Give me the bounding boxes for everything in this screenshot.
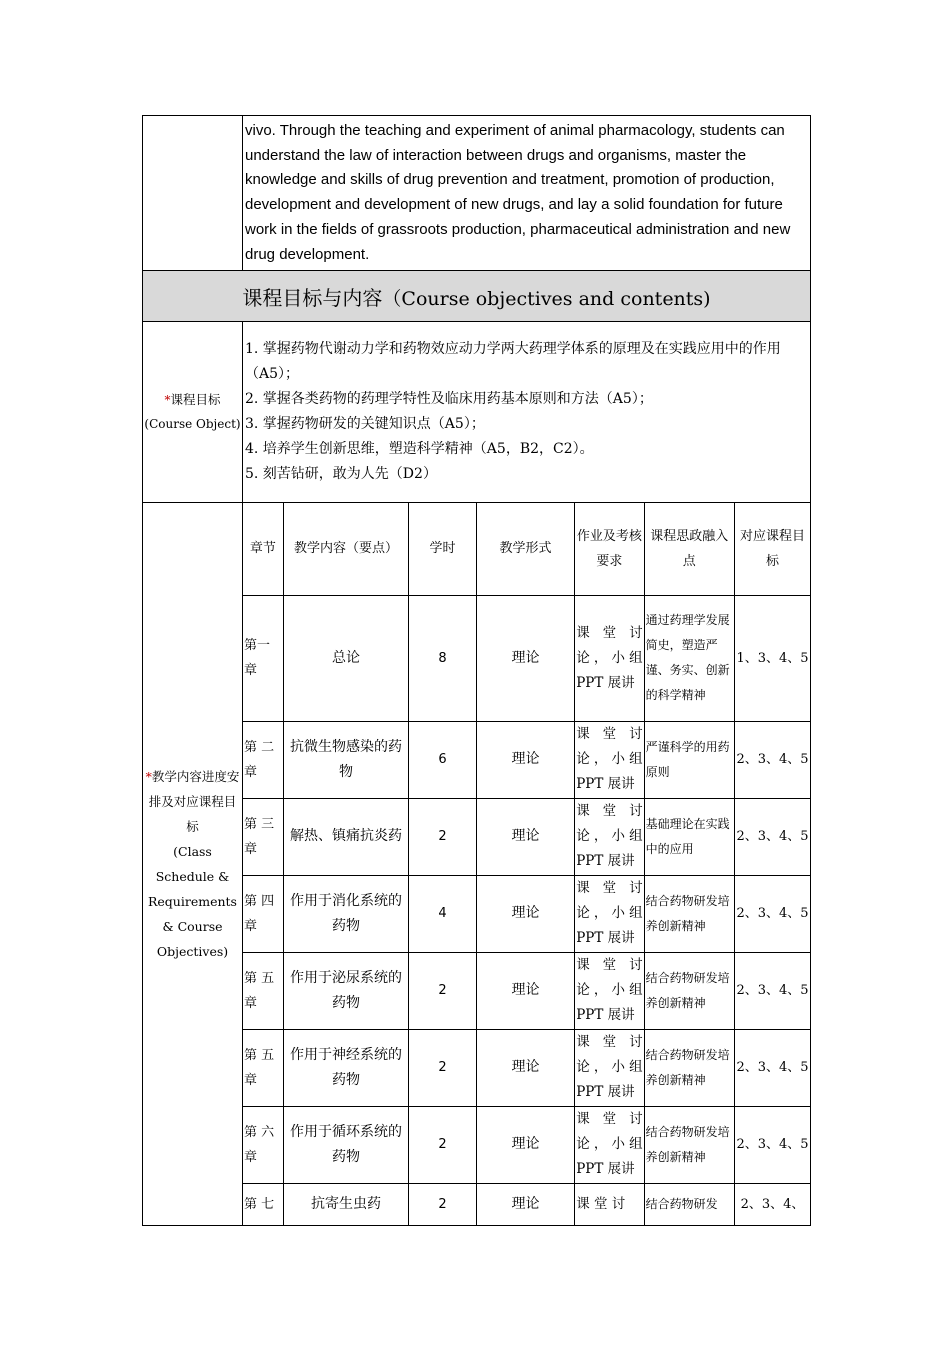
form-cell: 理论	[476, 798, 575, 875]
required-mark: *	[145, 769, 152, 785]
chapter-cell: 第 六章	[243, 1106, 283, 1183]
hours-cell: 2	[409, 798, 476, 875]
form-cell: 理论	[476, 1029, 575, 1106]
content-cell: 解热、镇痛抗炎药	[283, 798, 409, 875]
required-mark: *	[164, 393, 171, 408]
ideology-cell: 结合药物研发	[644, 1183, 734, 1225]
assignment-cell: 课堂讨论，小组PPT 展讲	[575, 875, 644, 952]
chapter-cell: 第 五章	[243, 1029, 283, 1106]
section-title-zh: 课程目标与内容	[242, 285, 383, 310]
schedule-header-row	[243, 503, 810, 595]
targets-cell: 2、3、4、5	[735, 1106, 810, 1183]
schedule-label	[143, 503, 243, 1226]
header-form: 教学形式	[476, 503, 575, 595]
objective-item: 4. 培养学生创新思维，塑造科学精神（A5，B2，C2）。	[245, 441, 594, 458]
form-cell: 理论	[476, 595, 575, 721]
course-intro-text: vivo. Through the teaching and experiment of animal pharmacology, students can understand the law of interaction between drugs and organisms, master the knowledge and skills of drug prevention and treatment, promotion of production, development and development of new drugs, and lay a solid foundation for future work in the fields of grassroots production, pharmaceutical administration and new drug development.	[243, 116, 811, 271]
content-cell: 作用于循环系统的药物	[283, 1106, 409, 1183]
targets-cell: 2、3、4、5	[735, 1029, 810, 1106]
ideology-cell: 通过药理学发展简史，塑造严谨、务实、创新的科学精神	[644, 595, 734, 721]
objectives-label-en: (Course Object)	[144, 417, 241, 432]
content-cell: 作用于泌尿系统的药物	[283, 952, 409, 1029]
assignment-cell: 课堂讨论，小组PPT 展讲	[575, 721, 644, 798]
table-row	[243, 595, 810, 721]
ideology-cell: 结合药物研发培养创新精神	[644, 952, 734, 1029]
targets-cell: 2、3、4、5	[735, 798, 810, 875]
chapter-cell: 第一章	[243, 595, 283, 721]
section-title-en: （Course objectives and contents)	[382, 287, 711, 310]
chapter-cell: 第 二章	[243, 721, 283, 798]
assignment-cell: 课 堂 讨论，小组PPT 展讲	[575, 1106, 644, 1183]
targets-cell: 2、3、4、	[735, 1183, 810, 1225]
intro-label-cell	[143, 116, 243, 271]
table-row	[243, 721, 810, 798]
header-ideology: 课程思政融入点	[644, 503, 734, 595]
syllabus-table	[142, 115, 811, 1226]
ideology-cell: 结合药物研发培养创新精神	[644, 1029, 734, 1106]
objectives-label-zh: 课程目标	[170, 392, 221, 408]
assignment-cell: 课堂讨论，小组PPT 展讲	[575, 798, 644, 875]
header-content: 教学内容（要点）	[283, 503, 409, 595]
chapter-cell: 第 三章	[243, 798, 283, 875]
form-cell: 理论	[476, 721, 575, 798]
objective-item: 1. 掌握药物代谢动力学和药物效应动力学两大药理学体系的原理及在实践应用中的作用（A5）；	[245, 341, 781, 383]
table-row	[243, 1183, 810, 1225]
intro-row	[143, 116, 811, 271]
objective-item: 2. 掌握各类药物的药理学特性及临床用药基本原则和方法（A5）；	[245, 391, 653, 408]
targets-cell: 2、3、4、5	[735, 952, 810, 1029]
section-header-row	[143, 271, 811, 322]
chapter-cell: 第 七	[243, 1183, 283, 1225]
targets-cell: 2、3、4、5	[735, 875, 810, 952]
form-cell: 理论	[476, 875, 575, 952]
header-chapter: 章节	[243, 503, 283, 595]
content-cell: 总论	[283, 595, 409, 721]
table-row	[243, 875, 810, 952]
ideology-cell: 严谨科学的用药原则	[644, 721, 734, 798]
form-cell: 理论	[476, 952, 575, 1029]
ideology-cell: 结合药物研发培养创新精神	[644, 875, 734, 952]
table-row	[243, 1029, 810, 1106]
schedule-label-en: (Class Schedule & Requirements & Course Objectives)	[148, 844, 237, 960]
table-row	[243, 1106, 810, 1183]
objective-item: 3. 掌握药物研发的关键知识点（A5）；	[245, 416, 485, 433]
header-hours: 学时	[409, 503, 476, 595]
content-cell: 作用于神经系统的药物	[283, 1029, 409, 1106]
table-row	[243, 798, 810, 875]
hours-cell: 4	[409, 875, 476, 952]
course-syllabus-page	[142, 115, 810, 1226]
assignment-cell: 课 堂 讨论，小组PPT 展讲	[575, 1029, 644, 1106]
ideology-cell: 结合药物研发培养创新精神	[644, 1106, 734, 1183]
assignment-cell: 课 堂 讨论，小组PPT 展讲	[575, 952, 644, 1029]
targets-cell: 1、3、4、5	[735, 595, 810, 721]
content-cell: 作用于消化系统的药物	[283, 875, 409, 952]
hours-cell: 8	[409, 595, 476, 721]
schedule-label-zh: 教学内容进度安排及对应课程目标	[148, 769, 240, 835]
section-title	[143, 271, 811, 322]
content-cell: 抗微生物感染的药物	[283, 721, 409, 798]
chapter-cell: 第 五章	[243, 952, 283, 1029]
table-row	[243, 952, 810, 1029]
chapter-cell: 第 四章	[243, 875, 283, 952]
targets-cell: 2、3、4、5	[735, 721, 810, 798]
hours-cell: 2	[409, 1029, 476, 1106]
schedule-row	[143, 503, 811, 1226]
ideology-cell: 基础理论在实践中的应用	[644, 798, 734, 875]
form-cell: 理论	[476, 1106, 575, 1183]
content-cell: 抗寄生虫药	[283, 1183, 409, 1225]
schedule-table-cell	[243, 503, 811, 1226]
header-targets: 对应课程目标	[735, 503, 810, 595]
hours-cell: 2	[409, 952, 476, 1029]
objective-item: 5. 刻苦钻研，敢为人先（D2）	[245, 466, 437, 483]
form-cell: 理论	[476, 1183, 575, 1225]
objectives-label	[143, 322, 243, 503]
hours-cell: 2	[409, 1106, 476, 1183]
assignment-cell: 课 堂 讨	[575, 1183, 644, 1225]
hours-cell: 2	[409, 1183, 476, 1225]
objectives-row	[143, 322, 811, 503]
assignment-cell: 课堂讨论，小组PPT 展讲	[575, 595, 644, 721]
hours-cell: 6	[409, 721, 476, 798]
objectives-list	[243, 322, 811, 503]
schedule-table	[243, 503, 810, 1225]
header-assignment: 作业及考核要求	[575, 503, 644, 595]
